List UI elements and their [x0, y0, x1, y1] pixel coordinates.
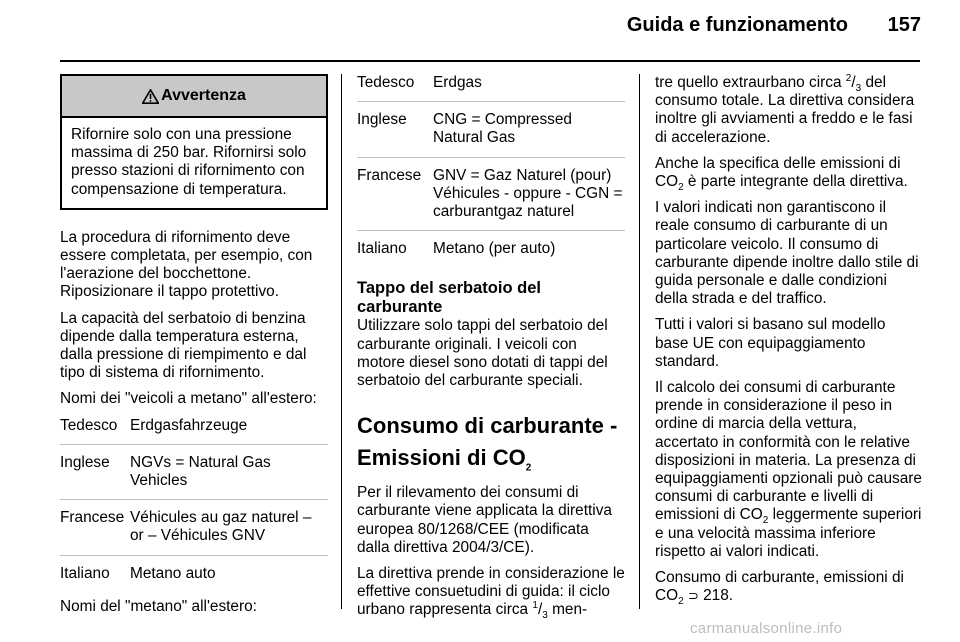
heading-text: Consumo di carburante - Emissioni di CO	[357, 413, 618, 471]
table-cell-term: Erdgas	[433, 74, 482, 91]
section-heading-consumption	[357, 410, 625, 474]
paragraph: Utilizzare solo tappi del serbatoio del carburante originali. I veicoli con motore diesel sono dotati di tappi del serbatoio del carburante speciali.	[357, 317, 608, 390]
table-cell-language: Tedesco	[357, 74, 415, 91]
table-cell-language: Francese	[357, 157, 433, 231]
table-row	[357, 231, 625, 268]
vehicle-names-table	[60, 417, 328, 592]
paragraph: Nomi del "metano" all'estero:	[60, 597, 257, 615]
subscript: 3	[855, 83, 862, 95]
table-cell-language: Italiano	[60, 555, 130, 592]
subscript: 3	[542, 610, 548, 622]
table-cell-term: Véhicules au gaz naturel – or – Véhicules GNV	[130, 500, 328, 555]
text: Il calcolo dei consumi di carburante prende in considerazione il peso in ordine di marcia della vettura, accertato in conformità con le relative disposizioni in materia. La presenza di equipaggiamenti opzionali può causare consumi di carburante e livelli di emissioni di CO	[655, 379, 922, 524]
table-cell-term: Erdgasfahrzeuge	[130, 416, 248, 434]
subscript: 2	[678, 182, 684, 194]
text: Consumo di carburante, emissioni di CO	[655, 569, 904, 605]
fraction-slash: /	[537, 601, 543, 619]
paragraph: I valori indicati non garantiscono il reale consumo di carburante di un particolare veicolo. Il consumo di carburante dipende inoltre dallo stile di guida personale e dalle condizioni della strada e del traffico.	[655, 199, 919, 308]
gas-names-table	[357, 74, 625, 267]
page-reference[interactable]: 218.	[698, 587, 734, 605]
paragraph: Tutti i valori si basano sul modello base UE con equipaggiamento standard.	[655, 316, 886, 370]
table-cell-language: Inglese	[60, 444, 130, 499]
text: La direttiva prende in considerazione le effettive consuetudini di guida: il ciclo urbano rappresenta circa	[357, 565, 625, 619]
table-row	[60, 417, 328, 445]
column-3	[655, 74, 923, 613]
table-row	[60, 555, 328, 592]
superscript: 1	[532, 600, 538, 612]
header-rule	[60, 60, 920, 62]
table-row	[357, 102, 625, 157]
paragraph: Per il rilevamento dei consumi di carburante viene applicata la direttiva europea 80/1268/CEE (modificata dalla direttiva 2004/3/CE).	[357, 484, 612, 556]
subscript: 2	[678, 596, 684, 608]
page-header	[0, 0, 960, 60]
table-cell-language: Inglese	[357, 102, 433, 157]
table-cell-term: Metano (per auto)	[433, 231, 625, 268]
warning-text: Rifornire solo con una pressione massima di 250 bar. Rifornirsi solo presso stazioni di rifornimento con compensazione di temperatura.	[71, 126, 307, 198]
column-2	[357, 74, 625, 628]
text: leggermente superiori e una velocità massima inferiore rispetto ai valori indicati.	[655, 506, 922, 560]
text: del consumo totale. La direttiva considera inoltre gli avviamenti a freddo e le fasi di accelerazione.	[655, 74, 915, 146]
column-divider-2	[639, 74, 640, 609]
text: tre quello extraurbano circa	[655, 74, 846, 91]
paragraph	[655, 154, 923, 194]
table-row	[60, 500, 328, 555]
paragraph: Nomi dei "veicoli a metano" all'estero:	[60, 390, 317, 408]
warning-triangle-icon	[142, 89, 159, 104]
table-row	[60, 444, 328, 499]
table-cell-term: CNG = Compressed Natural Gas	[433, 102, 625, 157]
warning-box	[60, 74, 328, 210]
table-cell-language: Francese	[60, 500, 130, 555]
superscript: 2	[845, 72, 852, 84]
table-row	[357, 74, 625, 102]
paragraph: La capacità del serbatoio di benzina dipende dalla temperatura esterna, dalla pressione di riempimento e dal tipo di sistema di rifornimento.	[60, 309, 307, 382]
subscript: 2	[525, 462, 532, 474]
warning-title: Avvertenza	[161, 86, 246, 104]
watermark: carmanualsonline.info	[690, 620, 843, 637]
subheading-fuel-cap: Tappo del serbatoio del carburante	[357, 279, 541, 317]
page-reference-arrow-icon[interactable]: ⊃	[687, 588, 699, 604]
fraction-slash: /	[851, 74, 856, 91]
column-1	[60, 74, 328, 624]
paragraph	[655, 379, 923, 561]
column-divider-1	[341, 74, 342, 609]
table-cell-language: Tedesco	[60, 416, 118, 434]
text: è parte integrante della direttiva.	[683, 173, 908, 191]
table-cell-term: GNV = Gaz Naturel (pour) Véhicules - oppure - CGN = carburantgaz naturel	[433, 157, 625, 231]
text: men-	[547, 601, 588, 619]
paragraph	[357, 565, 625, 620]
header-title: Guida e funzionamento	[626, 14, 848, 36]
paragraph	[655, 74, 923, 147]
table-row	[357, 157, 625, 231]
page-number: 157	[887, 14, 921, 36]
warning-header	[62, 76, 326, 118]
paragraph: La procedura di rifornimento deve essere completata, per esempio, con l'aerazione del bocchettone. Riposizionare il tappo protettivo.	[60, 228, 313, 301]
paragraph	[655, 569, 923, 608]
text: Anche la specifica delle emissioni di CO	[655, 154, 901, 191]
table-cell-term: NGVs = Natural Gas Vehicles	[130, 444, 328, 499]
table-cell-language: Italiano	[357, 231, 433, 268]
subscript: 2	[762, 515, 769, 527]
table-cell-term: Metano auto	[130, 555, 328, 592]
